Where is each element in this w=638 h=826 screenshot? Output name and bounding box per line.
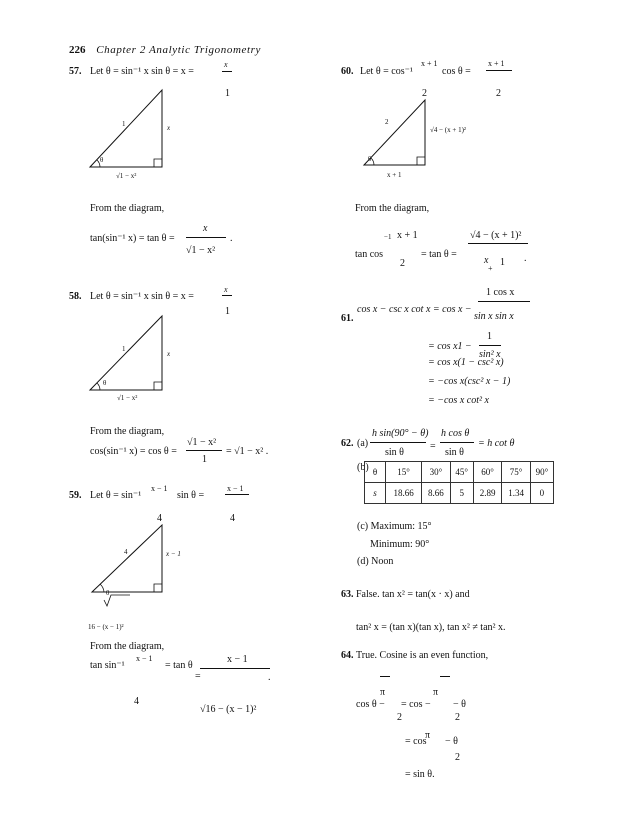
problem-60-number: 60. [341,66,354,77]
problem-63-line-1: False. tan x² = tan(x · x) and [356,589,470,600]
overline-mark [380,676,390,677]
problem-62-part-d: (d) Noon [357,556,394,567]
table-cell: 5 [450,483,473,504]
problem-59-eq-den: √16 − (x − 1)² [200,704,257,715]
problem-57-number: 57. [69,66,82,77]
problem-59-eq-b: = tan θ [165,660,193,671]
problem-62-a-den-1: sin θ [385,447,404,458]
problem-62-part-a: (a) [357,438,369,449]
problem-58-from: From the diagram, [90,426,165,437]
problem-64-row-3: = sin θ. [405,769,435,780]
fraction-bar [370,442,426,443]
problem-60-eq-rhs-den-plus: + [488,264,493,273]
problem-60-eq-b: = tan θ = [421,249,457,260]
triangle-59-opp: x − 1 [166,550,181,558]
problem-61-top: 1 cos x [486,287,515,298]
problem-57-eq-end: . [230,233,233,244]
problem-62-a-end: = h cot θ [478,438,515,449]
problem-58-statement: Let θ = sin⁻¹ x sin θ = x = [90,291,194,302]
problem-61-line-1-den: sin x sin x [474,311,514,322]
problem-60-eq-rhs-den-x: x [484,255,489,266]
problem-62-a-eq: = [430,441,436,452]
problem-61-line-4: = −cos x(csc² x − 1) [428,376,511,387]
table-row [365,462,554,483]
problem-60-eq-end: . [524,253,527,264]
problem-62-part-b: (b) [357,462,369,473]
problem-60-den-a: 2 [422,88,427,99]
problem-64-number: 64. [341,650,354,661]
overline-mark [440,676,450,677]
problem-61-line-3: = cos x(1 − csc² x) [428,357,504,368]
problem-60-frac-num-2: x + 1 [488,59,505,68]
problem-60-from: From the diagram, [355,203,430,214]
problem-59-eq-den-left: 4 [134,696,139,707]
table-cell: 30° [422,462,451,483]
problem-60-eq-frac-den: 2 [400,258,405,269]
problem-60-eq-rhs-num: √4 − (x + 1)² [470,230,522,241]
problem-59-number: 59. [69,490,82,501]
problem-64-two-1: 2 [397,712,402,723]
table-row [365,483,554,504]
table-cell: 18.66 [386,483,422,504]
problem-58-frac-num: x [224,285,228,294]
problem-60-eq-frac-num: x + 1 [397,230,418,241]
table-cell: 1.34 [502,483,531,504]
problem-60-eq-rhs-den-one: 1 [500,257,505,268]
problem-58-number: 58. [69,291,82,302]
table-cell: 15° [386,462,422,483]
fraction-bar [468,243,528,244]
triangle-57-angle: θ [100,156,104,164]
problem-60-statement-a: Let θ = cos⁻¹ [360,66,413,77]
problem-64-row-1-b: = cos − [401,699,431,710]
problem-57-eq-num: x [203,223,208,234]
triangle-58-adj: √1 − x² [117,394,138,402]
table-cell: θ [365,462,386,483]
table-cell: 2.89 [473,483,502,504]
problem-62-a-den-2: sin θ [445,447,464,458]
problem-57-eq-den: √1 − x² [186,245,216,256]
problem-63-line-2: tan² x = (tan x)(tan x), tan x² ≠ tan² x. [356,622,506,633]
problem-61-line-2-den: sin² x [479,349,501,360]
problem-59-from: From the diagram, [90,641,165,652]
problem-58-eq-num: √1 − x² [187,437,217,448]
fraction-bar [478,301,530,302]
problem-62-part-c-max: (c) Maximum: 15° [357,521,432,532]
table-cell: 90° [530,462,553,483]
problem-64-pi-2: π [433,687,439,698]
problem-59-statement-a: Let θ = sin⁻¹ [90,490,142,501]
problem-59-eq-frac-num: x − 1 [136,654,153,663]
problem-64-row-2: = cos [405,736,427,747]
problem-57-statement: Let θ = sin⁻¹ x sin θ = x = [90,66,194,77]
problem-59-eq-eq: = [195,671,201,682]
problem-59-eq-num: x − 1 [227,654,248,665]
problem-58-eq-den: 1 [202,454,207,465]
problem-64-two-3: 2 [455,752,460,763]
triangle-57-hyp: 1 [122,120,126,128]
triangle-60-angle: θ [368,155,372,163]
triangle-57-adj: √1 − x² [116,172,137,180]
problem-61-number: 61. [341,313,354,324]
chapter-title: Chapter 2 Analytic Trigonometry [96,44,262,56]
table-cell: s [365,483,386,504]
page-number: 226 [69,44,86,56]
problem-62-number: 62. [341,438,354,449]
problem-59-eq-end: . [268,672,271,683]
problem-64-row-2-b: − θ [445,736,458,747]
table-cell: 0 [530,483,553,504]
problem-63-number: 63. [341,589,354,600]
triangle-59-hyp: 4 [124,548,128,556]
problem-57-from: From the diagram, [90,203,165,214]
problem-57-eq-lhs: tan(sin⁻¹ x) = tan θ = [90,233,175,244]
fraction-bar [479,345,501,346]
triangle-59-adj: 16 − (x − 1)² [88,623,124,631]
triangle-60-hyp: 2 [385,118,389,126]
triangle-58-opp: x [167,350,171,358]
triangle-58-hyp: 1 [122,345,126,353]
problem-58-eq-lhs: cos(sin⁻¹ x) = cos θ = [90,446,177,457]
problem-57-frac-den: 1 [225,88,230,99]
triangle-59-angle: θ [106,589,110,597]
problem-60-eq-a: tan cos [355,249,384,260]
table-cell: 45° [450,462,473,483]
fraction-bar [440,442,474,443]
problem-61-line-2-num: 1 [487,331,492,342]
problem-64-pi-1: π [380,687,386,698]
problem-64-row-2-pi: π [425,730,431,741]
problem-58-eq-rhs: = √1 − x² . [226,446,269,457]
problem-61-line-1: cos x − csc x cot x = cos x − [357,304,472,315]
problem-60-frac-num: x + 1 [421,59,438,68]
problem-60-eq-sup: −1 [384,233,392,241]
problem-59-den-b: 4 [230,513,235,524]
problem-58-frac-den: 1 [225,306,230,317]
problem-59-frac-num: x − 1 [151,484,168,493]
triangle-60-adj: x + 1 [387,171,402,179]
problem-61-line-5: = −cos x cot² x [428,395,489,406]
problem-60-statement-b: cos θ = [442,66,471,77]
problem-62-a-num-2: h cos θ [441,428,470,439]
triangle-60-opp: √4 − (x + 1)² [430,126,466,134]
problem-61-line-2: = cos x1 − [428,341,472,352]
problem-59-den-a: 4 [157,513,162,524]
problem-62-table [364,461,554,504]
problem-60-den-b: 2 [496,88,501,99]
problem-64-line-1: True. Cosine is an even function, [356,650,489,661]
table-cell: 75° [502,462,531,483]
problem-64-row-1-c: − θ [453,699,466,710]
problem-62-part-c-min: Minimum: 90° [370,539,430,550]
triangle-57-opp: x [167,124,171,132]
problem-59-frac-num-2: x − 1 [227,484,244,493]
table-cell: 8.66 [422,483,451,504]
table-cell: 60° [473,462,502,483]
problem-59-eq-a: tan sin⁻¹ [90,660,125,671]
problem-59-statement-b: sin θ = [177,490,205,501]
problem-62-a-num-1: h sin(90° − θ) [372,428,429,439]
problem-57-frac-num: x [224,60,228,69]
problem-64-two-2: 2 [455,712,460,723]
triangle-58-angle: θ [103,379,107,387]
problem-64-row-1-a: cos θ − [356,699,385,710]
